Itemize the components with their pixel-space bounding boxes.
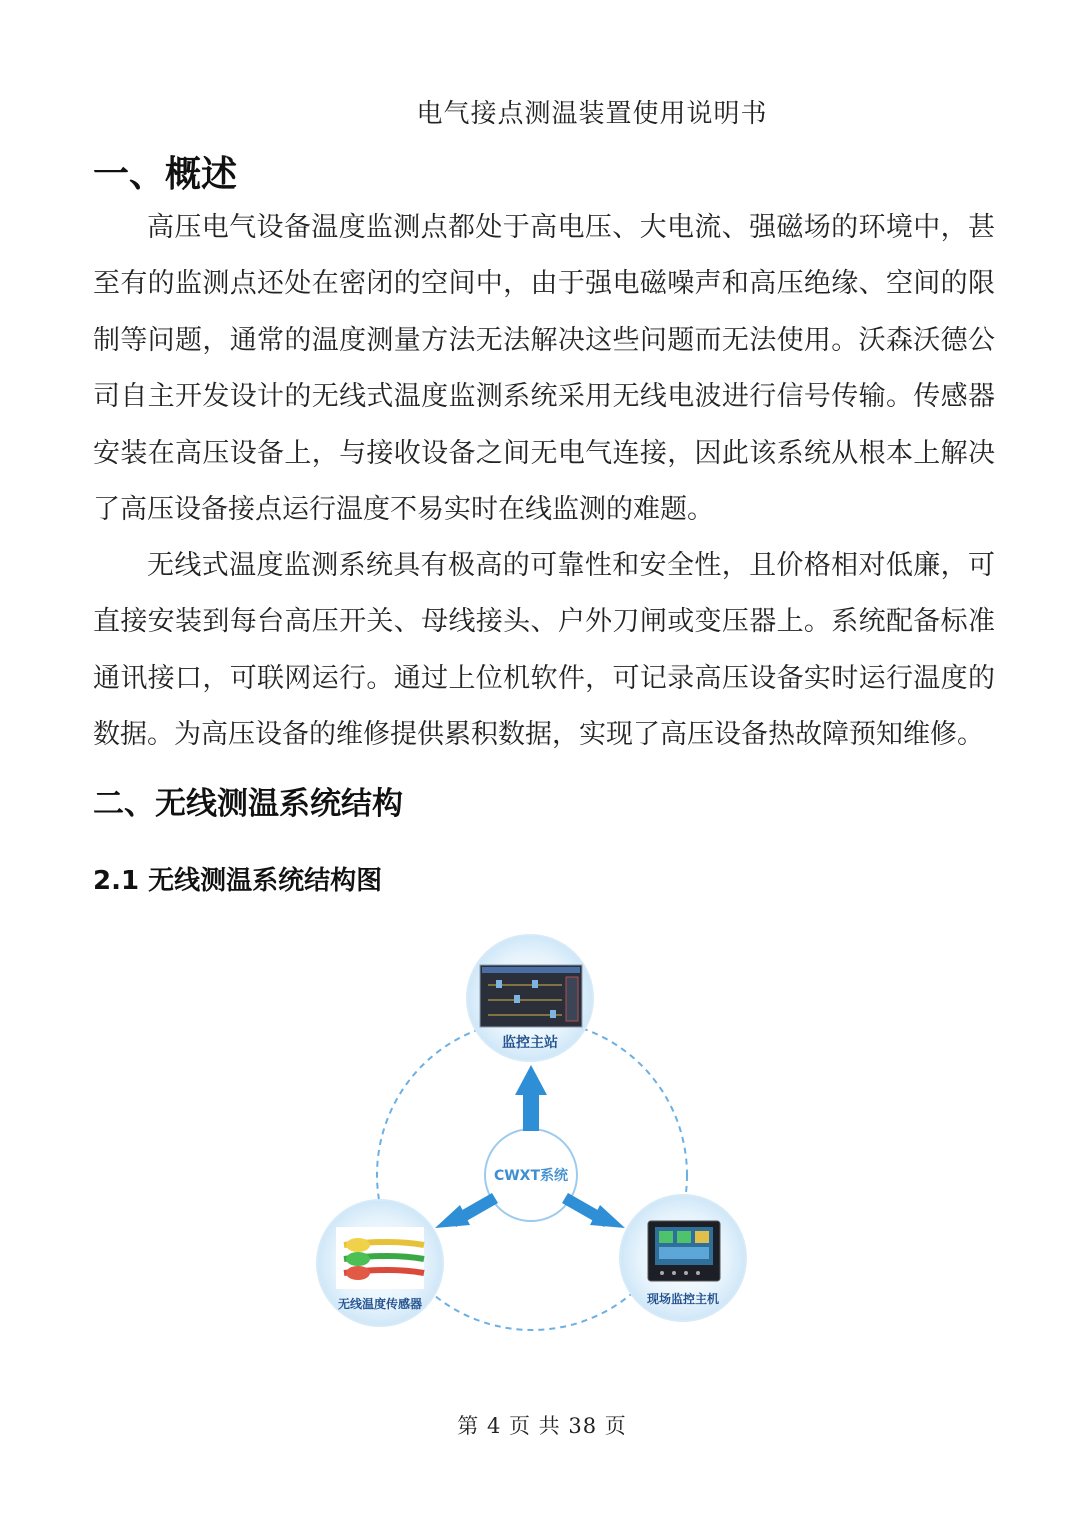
sensor-image-icon <box>336 1227 424 1289</box>
section-1-heading: 一、概述 <box>93 154 238 195</box>
overview-paragraph-1: 高压电气设备温度监测点都处于高电压、大电流、强磁场的环境中，甚至有的监测点还处在密闭的空间中，由于强电磁噪声和高压绝缘、空间的限制等问题，通常的温度测量方法无法解决这些问题而无法使用。沃森沃德公司自主开发设计的无线式温度监测系统采用无线电波进行信号传输。传感器安装在高压设备上，与接收设备之间无电气连接，因此该系统从根本上解决了高压设备接点运行温度不易实时在线监测的难题。 <box>93 212 995 526</box>
overview-paragraph-2: 无线式温度监测系统具有极高的可靠性和安全性，且价格相对低廉，可直接安装到每台高压开关、母线接头、户外刀闸或变压器上。系统配备标准通讯接口，可联网运行。通过上位机软件，可记录高压设备实时运行温度的数据。为高压设备的维修提供累积数据，实现了高压设备热故障预知维修。 <box>93 550 995 751</box>
host-device-icon <box>648 1221 720 1281</box>
node-wireless-sensor <box>317 1200 443 1326</box>
center-hub <box>485 1129 577 1221</box>
monitor-screen-icon <box>480 965 582 1027</box>
node-top-label: 监控主站 <box>502 1035 558 1051</box>
node-right-label: 现场监控主机 <box>646 1292 720 1306</box>
system-structure-diagram <box>300 925 770 1345</box>
node-onsite-host <box>620 1195 746 1321</box>
section-2-1-heading: 2.1 无线测温系统结构图 <box>93 866 383 896</box>
node-monitoring-station <box>467 935 593 1061</box>
node-left-label: 无线温度传感器 <box>337 1297 423 1311</box>
arrow-up-icon <box>515 1065 547 1131</box>
arrow-right-icon <box>562 1193 625 1228</box>
page-footer: 第 4 页 共 38 页 <box>457 1414 627 1438</box>
section-2-heading: 二、无线测温系统结构 <box>93 786 403 822</box>
arrow-left-icon <box>435 1193 498 1228</box>
document-title: 电气接点测温装置使用说明书 <box>416 99 768 129</box>
center-label: CWXT系统 <box>493 1168 569 1184</box>
